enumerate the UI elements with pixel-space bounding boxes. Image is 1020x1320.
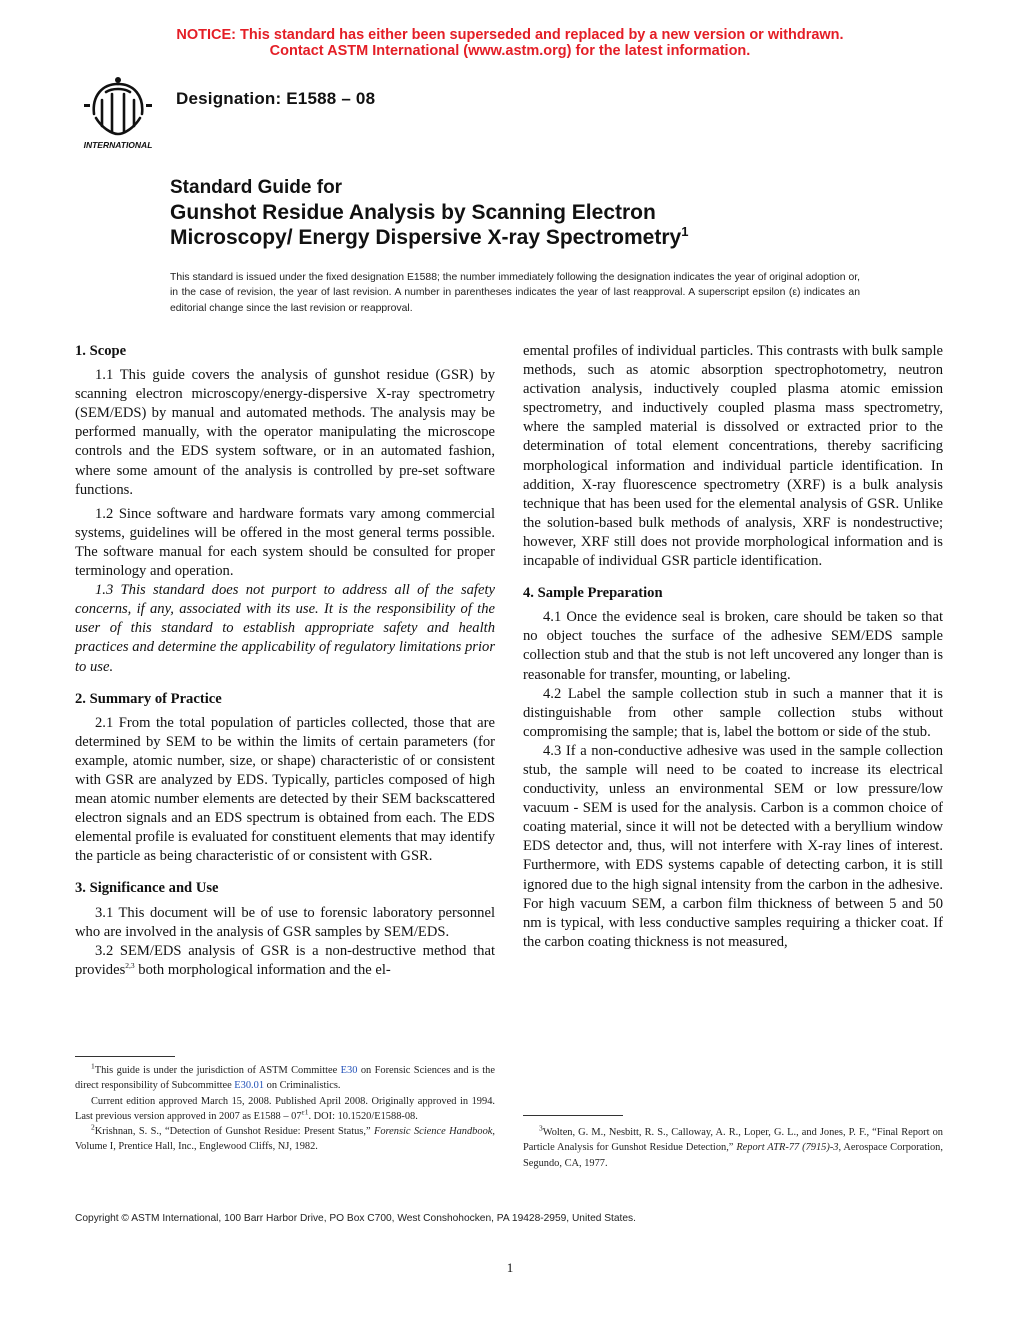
astm-logo-icon bbox=[72, 70, 164, 150]
paragraph-4-1: 4.1 Once the evidence seal is broken, care should be taken so that no object touches the surface of the adhesive SEM/EDS sample collection stub and that the stub is not left uncovered any longer than is reasonable for transfer, mounting, or labeling. bbox=[523, 609, 943, 683]
copyright: Copyright © ASTM International, 100 Barr Harbor Drive, PO Box C700, West Conshohocken, PA 19428-2959, United States. bbox=[75, 1213, 636, 1224]
paragraph-1-1: 1.1 This guide covers the analysis of gunshot residue (GSR) by scanning electron microscopy/energy-dispersive X-ray spectrometry (SEM/EDS) by manual and automated methods. The analysis may be performed manually, with the operator manipulating the microscope controls and the EDS system software, or in an automated fashion, where some amount of the analysis is controlled by pre-set software functions. bbox=[75, 367, 495, 498]
section-heading-scope: 1. Scope bbox=[75, 343, 127, 359]
committee-e30-link[interactable]: E30 bbox=[340, 1065, 358, 1076]
footnote-3-report: Report ATR-77 (7915)-3 bbox=[736, 1142, 839, 1154]
footnote-3-text-2: , Aerospace Corporation, Segundo, CA, 1977. bbox=[523, 1142, 943, 1169]
section-heading-summary: 2. Summary of Practice bbox=[75, 690, 222, 707]
paragraph-3-1: 3.1 This document will be of use to forensic laboratory personnel who are involved in the analysis of GSR samples by SEM/EDS. bbox=[75, 904, 495, 940]
footnote-1 bbox=[75, 1063, 495, 1094]
left-column bbox=[75, 342, 495, 980]
logo-subtitle: INTERNATIONAL bbox=[83, 140, 153, 150]
subcommittee-e30-01-link[interactable]: E30.01 bbox=[234, 1080, 265, 1092]
astm-logo bbox=[72, 70, 164, 150]
footnote-1-text-2: on Forensic Sciences and is the direct responsibility of Subcommittee bbox=[75, 1065, 495, 1092]
footnote-1-edition-text: Current edition approved March 15, 2008. Published April 2008. Originally approved in 1994. Last previous version approved in 2007 as E1588 – 07 bbox=[75, 1095, 495, 1122]
document-title bbox=[170, 175, 870, 250]
footnote-1-text-3: on Criminalistics. bbox=[264, 1080, 341, 1092]
footnote-3-mark: 3 bbox=[539, 1123, 543, 1133]
footnote-1-edition bbox=[75, 1094, 495, 1125]
footnote-rule-left bbox=[75, 1056, 175, 1057]
paragraph-1-3: 1.3 This standard does not purport to address all of the safety concerns, if any, associated with its use. It is the responsibility of the user of this standard to establish appropriate safety and health practices and determine the applicability of regulatory limitations prior to use. bbox=[75, 582, 495, 675]
designation: Designation: E1588 – 08 bbox=[176, 89, 376, 108]
section-heading-preparation: 4. Sample Preparation bbox=[523, 585, 663, 602]
footnote-3-text: Wolten, G. M., Nesbitt, R. S., Calloway, A. R., Loper, G. L., and Jones, P. F., “Final Report on Particle Analysis for Gunshot Residue Detection,” bbox=[523, 1127, 943, 1154]
page-number: 1 bbox=[506, 1260, 514, 1275]
footnote-2-mark: 2 bbox=[91, 1122, 95, 1132]
paragraph-3-2-text-end: both morphological information and the el- bbox=[134, 961, 391, 978]
footnote-2 bbox=[75, 1124, 495, 1155]
title-line-3-text: Microscopy/ Energy Dispersive X-ray Spectrometry bbox=[170, 226, 682, 249]
footnote-3 bbox=[523, 1125, 943, 1171]
title-footnote-mark: 1 bbox=[681, 224, 689, 239]
issued-note: This standard is issued under the fixed designation E1588; the number immediately following the designation indicates the year of original adoption or, in the case of revision, the year of last revision. A number in parentheses indicates the year of last reapproval. A superscript epsilon (ε) indicates an editorial change since the last revision or reapproval. bbox=[170, 272, 860, 314]
paragraph-3-2-refs: 2,3 bbox=[125, 960, 135, 970]
title-line-2: Gunshot Residue Analysis by Scanning Electron bbox=[170, 201, 656, 224]
footnote-2-text: Krishnan, S. S., “Detection of Gunshot Residue: Present Status,” bbox=[94, 1126, 374, 1138]
footnotes-left bbox=[75, 1063, 495, 1155]
footnote-1-doi: . DOI: 10.1520/E1588-08. bbox=[308, 1110, 418, 1122]
title-line-3 bbox=[170, 225, 870, 250]
paragraph-3-2 bbox=[75, 942, 495, 980]
paragraph-4-3: 4.3 If a non-conductive adhesive was used in the sample collection stub, the sample will need to be coated to increase its electrical conductivity, unless an environmental SEM or low pressure/low vacuum - SEM is used for the analysis. Carbon is a common choice of coating material, since it will not be detected with a beryllium window EDS detector and, thus, will not interfere with X-ray lines of interest. Furthermore, with EDS systems capable of detecting carbon, it is still ignored due to the high signal intensity from the carbon in the adhesive. For high vacuum SEM, a carbon film thickness of between 5 and 50 nm is typical, with less conductive samples requiring a thicker coat. If the carbon coating thickness is not measured, bbox=[523, 742, 943, 950]
paragraph-3-2-continued: emental profiles of individual particles. This contrasts with bulk sample methods, such as atomic absorption spectrophotometry, neutron activation analysis, inductively coupled plasma atomic emission spectrometry, and inductively coupled plasma mass spectrometry, where the sampled material is dissolved or extracted prior to the determination of total element concentrations, thereby sacrificing morphological information and individual particle identification. In addition, X-ray fluorescence spectrometry (XRF) is a bulk analysis technique that has been used for the elemental analysis of GSR. Unlike the solution-based bulk methods of analysis, XRF is nondestructive; however, XRF still does not provide morphological information and is incapable of individual GSR particle identification. bbox=[523, 343, 943, 570]
footnote-2-text-2: , Volume I, Prentice Hall, Inc., Englewood Cliffs, NJ, 1982. bbox=[75, 1126, 495, 1153]
footnote-2-title: Forensic Science Handbook bbox=[373, 1126, 493, 1138]
withdrawal-notice bbox=[0, 27, 1020, 59]
paragraph-2-1: 2.1 From the total population of particles collected, those that are determined by SEM to be within the limits of certain parameters (for example, atomic number, size, or shape) characteristic of or consistent with GSR are analyzed by EDS. Typically, particles composed of high mean atomic number elements are detected by their SEM backscattered electron signals and an EDS spectrum is obtained from each. The EDS elemental profile is evaluated for constituent elements that may identify the particle as being characteristic of or consistent with GSR. bbox=[75, 714, 495, 865]
footnote-1-text: This guide is under the jurisdiction of ASTM Committee bbox=[94, 1065, 341, 1076]
notice-line-1: NOTICE: This standard has either been superseded and replaced by a new version or withdrawn. bbox=[176, 27, 844, 43]
footnote-1-mark: 1 bbox=[91, 1061, 95, 1071]
paragraph-4-2: 4.2 Label the sample collection stub in such a manner that it is distinguishable from other sample collection stubs without compromising the sample; that is, label the bottom or side of the stub. bbox=[523, 685, 943, 740]
footnote-rule-right bbox=[523, 1115, 623, 1116]
title-line-1: Standard Guide for bbox=[170, 177, 343, 198]
notice-line-2: Contact ASTM International (www.astm.org) for the latest information. bbox=[269, 43, 751, 59]
right-column bbox=[523, 342, 943, 952]
footnote-1-epsilon: ε1 bbox=[301, 1107, 309, 1117]
paragraph-3-2-text: 3.2 SEM/EDS analysis of GSR is a non-destructive method that provides bbox=[75, 942, 495, 978]
section-heading-significance: 3. Significance and Use bbox=[75, 880, 219, 897]
footnotes-right bbox=[523, 1125, 943, 1171]
paragraph-1-2: 1.2 Since software and hardware formats vary among commercial systems, guidelines will be offered in the most general terms possible. The software manual for each system should be consulted for proper terminology and operation. bbox=[75, 505, 495, 580]
